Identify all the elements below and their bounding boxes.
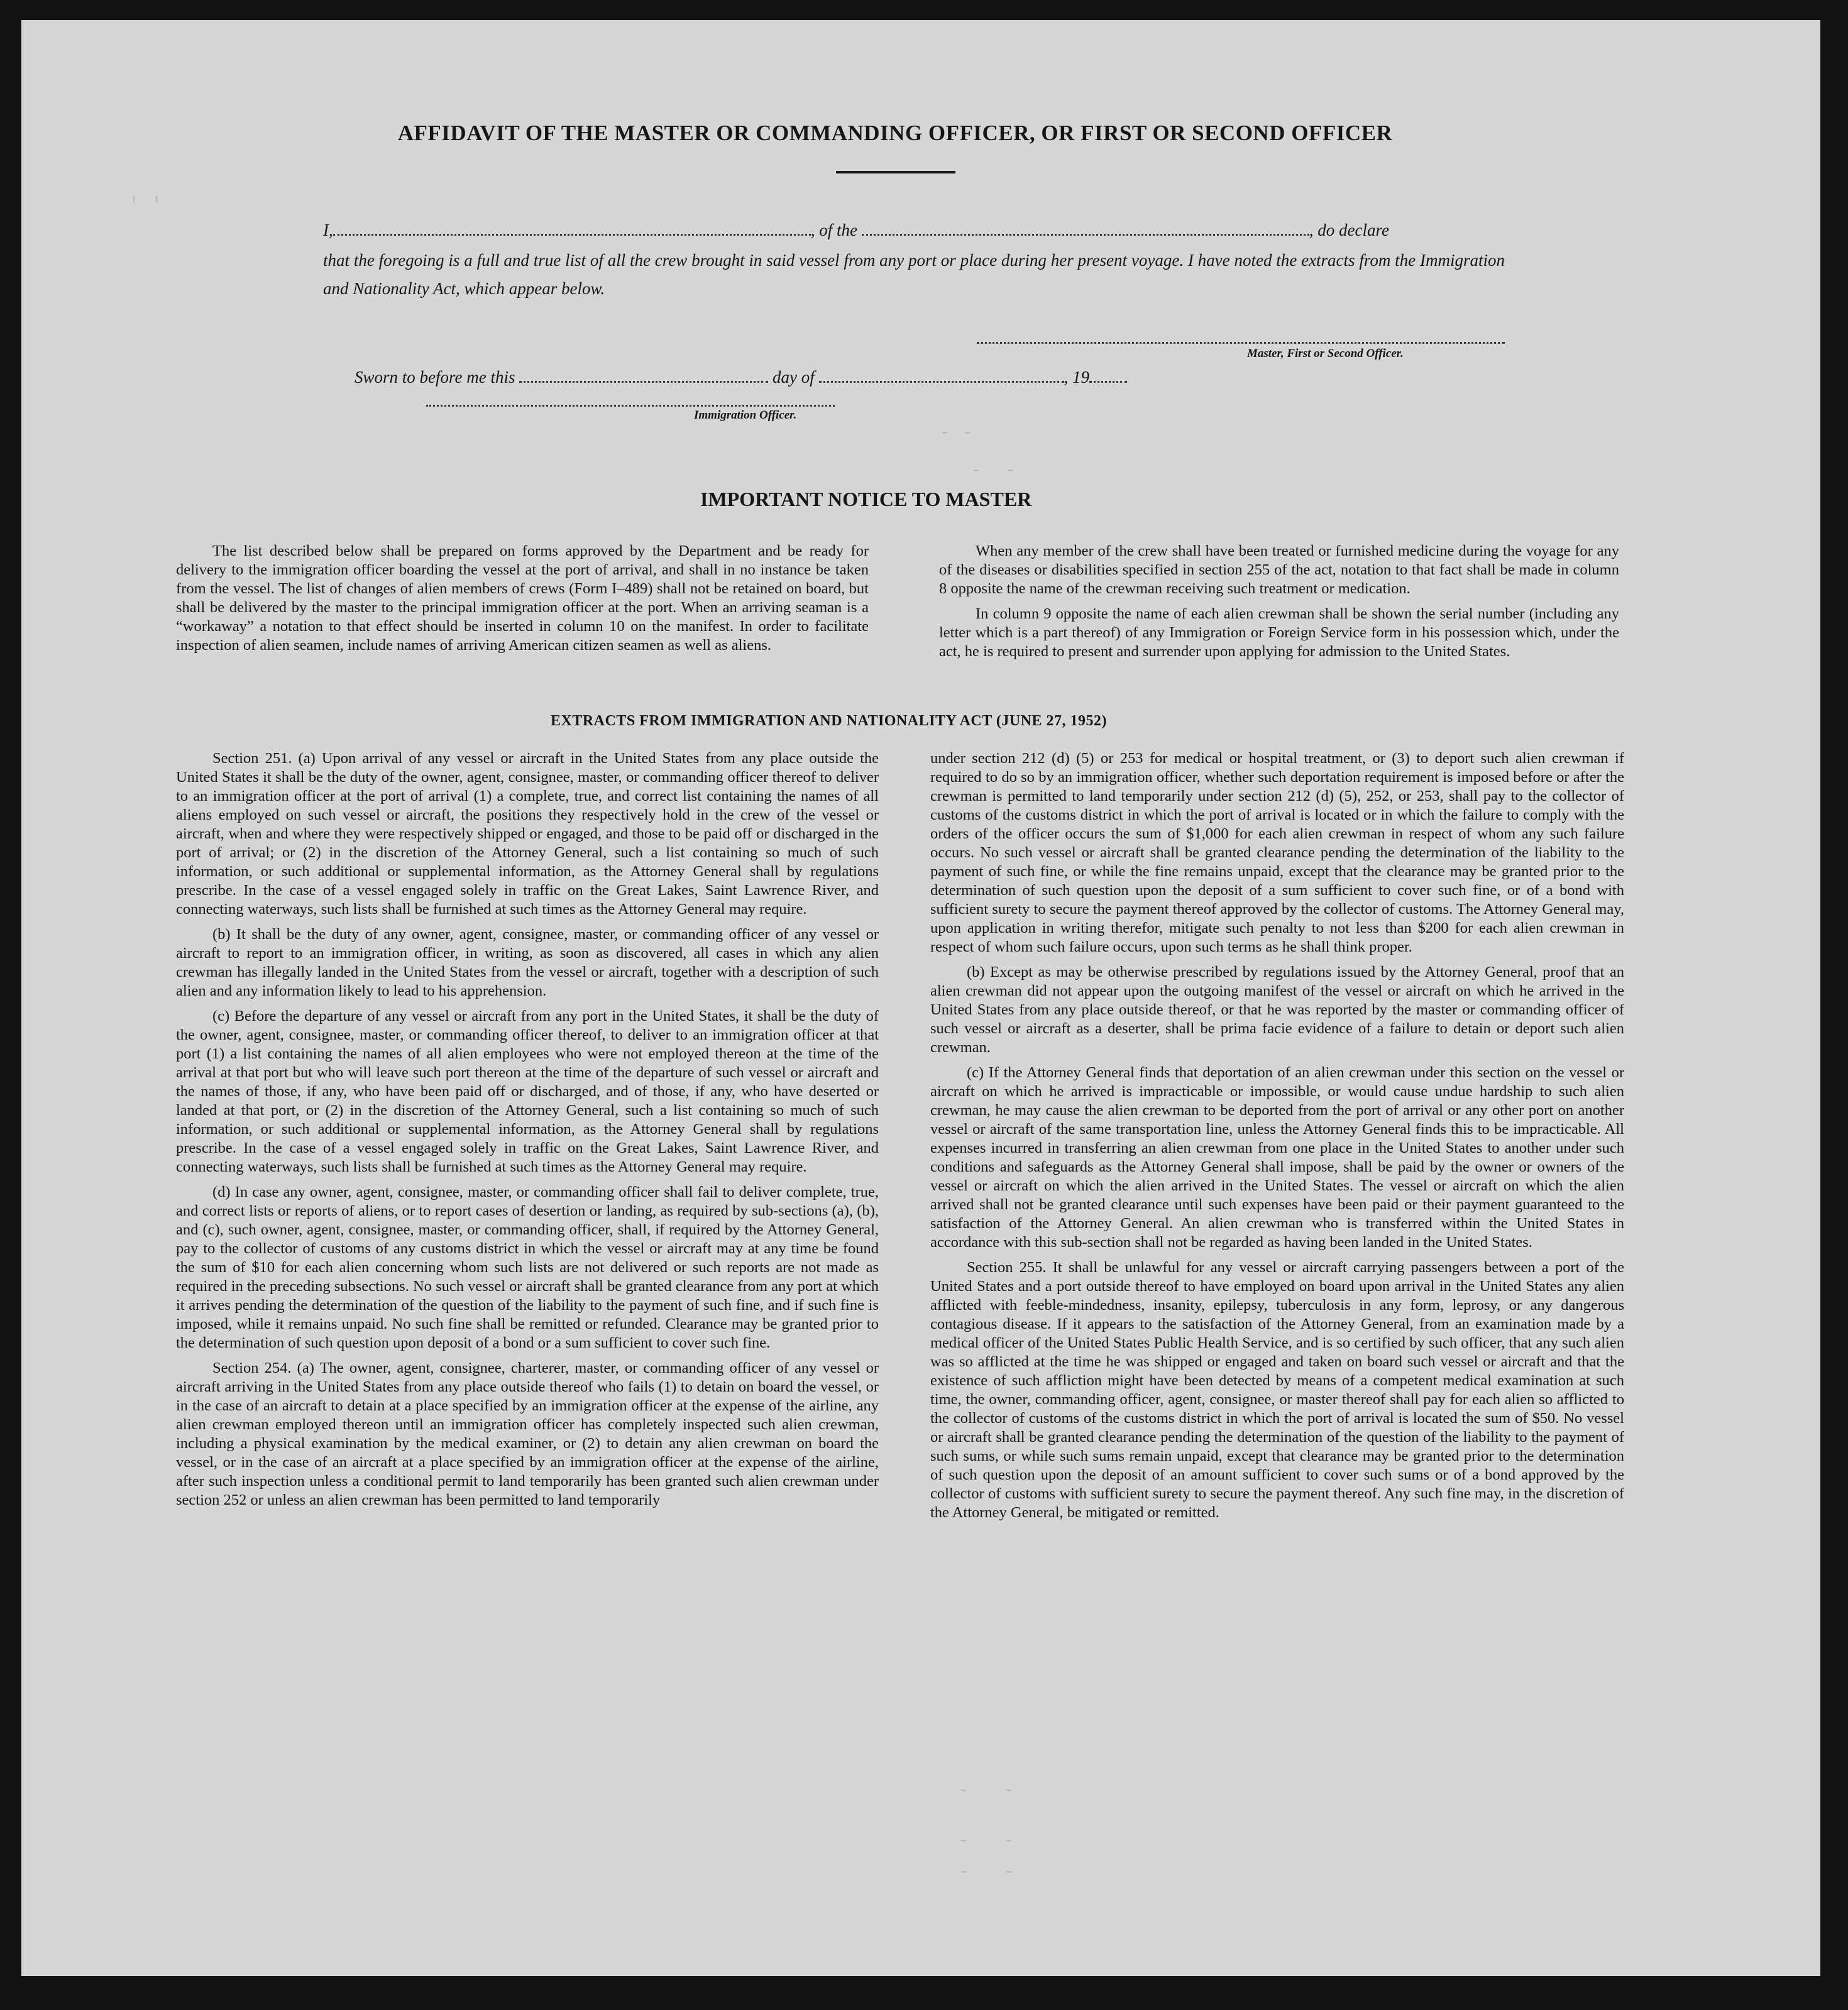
section-254-a: Section 254. (a) The owner, agent, consignee, charterer, master, or commanding officer of any vessel or aircraft arriving in the United States from any place outside thereof who fails (1) to detain on board the vessel, or in the case of an aircraft to detain at a place specified by an immigration officer at the expense of the airline, any alien crewman employed thereon until an immigration officer has completely inspected such alien crewman, including a physical examination by the medical examiner, or (2) to detain any alien crewman on board the vessel, or in the case of an aircraft at a place specified by an immigration officer at the expense of the airline, after such inspection unless a conditional permit to land temporarily has been granted such alien crewman under section 252 or unless an alien crewman has been permitted to land temporarily <box>176 1359 879 1508</box>
bleed-through-mark: - - <box>958 1780 1015 1801</box>
bleed-through-mark: - - <box>958 1862 1015 1883</box>
section-251-b: (b) It shall be the duty of any owner, agent, consignee, master, or commanding officer of any vessel or aircraft to report to an immigration officer, in writing, as soon as discovered, all cases in which any alien crewman has illegally landed in the United States from the vessel or aircraft, together with a description of such alien and any information likely to lead to his apprehension. <box>176 926 879 999</box>
declaration-text: that the foregoing is a full and true list of all the crew brought in said vessel from any port or place during her present voyage. I have noted the extracts from the Immigration and Nationality Act, which appear below. <box>323 251 1505 298</box>
bleed-through-mark <box>1719 422 1730 444</box>
master-signature-label: Master, First or Second Officer. <box>1247 347 1404 360</box>
of-the-label: , of the <box>810 221 857 239</box>
notice-left-paragraph: The list described below shall be prepared on forms approved by the Department and be ready for delivery to the immigration officer boarding the vessel at the port of arrival, and shall in no instance be taken from the vessel. The list of changes of alien members of crews (Form I–489) shall not be retained on board, but shall be delivered by the master to the principal immigration officer at the port. When an arriving seaman is a “workaway” a notation to that effect should be inserted in column 10 on the manifest. In order to facilitate inspection of alien seamen, include names of arriving American citizen seamen as well as aliens. <box>176 542 869 654</box>
year-label: , 19 <box>1064 368 1089 387</box>
notice-right-paragraph-1: When any member of the crew shall have been treated or furnished medicine during the voyage for any of the diseases or disabilities specified in section 255 of the act, notation to that fact shall be made in column 8 opposite the name of the crewman receiving such treatment or medication. <box>939 542 1619 597</box>
extracts-heading: EXTRACTS FROM IMMIGRATION AND NATIONALITY ACT (JUNE 27, 1952) <box>551 713 1107 729</box>
notice-right-paragraph-2: In column 9 opposite the name of each alien crewman shall be shown the serial number (including any letter which is a part thereof) of any Immigration or Foreign Service form in his possession which, under the act, he is required to present and surrender upon applying for admission to the United States. <box>939 605 1619 660</box>
section-254-a-continued: under section 212 (d) (5) or 253 for medical or hospital treatment, or (3) to deport such alien crewman if required to do so by an immigration officer, whether such deportation requirement is imposed before or after the crewman is permitted to land temporarily under section 212 (d) (5), 252, or 253, shall pay to the collector of customs of the customs district in which the port of arrival is located or in which the failure to comply with the orders of the officer occurs the sum of $1,000 for each alien crewman in respect of whom any such failure occurs. No such vessel or aircraft shall be granted clearance pending the determination of the liability to the payment of such fine, or while the fine remains unpaid, except that the clearance may be granted prior to the determination of such question upon the deposit of a sum sufficient to cover such fine, or of a bond with sufficient surety to secure the payment thereof approved by the collector of customs. The Attorney General may, upon application in writing therefor, mitigate such penalty to not less than $200 for each alien crewman in respect of whom such failure occurs, upon such terms as he shall think proper. <box>930 750 1624 955</box>
section-254-c: (c) If the Attorney General finds that deportation of an alien crewman under this section on the vessel or aircraft on which he arrived is impracticable or impossible, or would cause undue hardship to such alien crewman, he may cause the alien crewman to be deported from the port of arrival or any other port on another vessel or aircraft of the same transportation line, unless the Attorney General finds this to be impracticable. All expenses incurred in transferring an alien crewman from one place in the United States to another under such conditions and safeguards as the Attorney General shall impose, shall be paid by the owner or owners of the vessel or aircraft on which the alien arrived in the United States. The vessel or aircraft on which the alien arrived shall not be granted clearance until such expenses have been paid or their payment guaranteed to the satisfaction of the Attorney General. An alien crewman who is transferred within the United States in accordance with this sub-section shall not be regarded as having been landed in the United States. <box>930 1064 1624 1251</box>
notice-right-column <box>939 542 1619 667</box>
sworn-label: Sworn to before me this <box>355 368 515 387</box>
i-label: I, <box>323 221 333 239</box>
title-underline <box>836 171 955 173</box>
document-page <box>21 20 1820 1976</box>
notice-left-column <box>176 542 869 661</box>
extracts-right-column <box>930 749 1624 1529</box>
affidavit-title: AFFIDAVIT OF THE MASTER OR COMMANDING OFFICER, OR FIRST OR SECOND OFFICER <box>397 121 1393 145</box>
section-254-b: (b) Except as may be otherwise prescribed by regulations issued by the Attorney General, proof that an alien crewman did not appear upon the outgoing manifest of the vessel or aircraft on which he arrived in the United States from any place outside thereof, or that he was reported by the master or commanding officer of such vessel or aircraft as a deserter, shall be prima facie evidence of a failure to detain or deport such alien crewman. <box>930 964 1624 1056</box>
section-255: Section 255. It shall be unlawful for any vessel or aircraft carrying passengers between a port of the United States and a port outside thereof to have employed on board upon arrival in the United States any alien afflicted with feeble-mindedness, insanity, epilepsy, tuberculosis in any form, leprosy, or any dangerous contagious disease. If it appears to the satisfaction of the Attorney General, from an examination made by a medical officer of the United States Public Health Service, and is so certified by such officer, that any such alien was so afflicted at the time he was shipped or engaged and taken on board such vessel or aircraft and that the existence of such affliction might have been detected by means of a competent medical examination at such time, the owner, commanding officer, agent, consignee, or master thereof shall pay for each alien so afflicted to the collector of customs of the customs district in which the port of arrival is located the sum of $50. No vessel or aircraft shall be granted clearance pending the determination of the question of the liability to the payment of such sums, or while such sums remain unpaid, except that clearance may be granted prior to the determination of such question upon the deposit of an amount sufficient to cover such sums or of a bond approved by the collector of customs with sufficient surety to secure the payment thereof. Any such fine may, in the discretion of the Attorney General, be mitigated or remitted. <box>930 1259 1624 1521</box>
sworn-month-field[interactable] <box>819 368 1064 383</box>
officer-signature-label: Immigration Officer. <box>694 409 797 422</box>
section-251-c: (c) Before the departure of any vessel or aircraft from any port in the United States, it shall be the duty of the owner, agent, consignee, master, or commanding officer thereof, to deliver to an immigration officer at that port (1) a list containing the names of all alien employees who were not employed thereon at the time of the arrival at that port but who will leave such port thereon at the time of the departure of such vessel or aircraft and the names of those, if any, who have been paid off or discharged, and of those, if any, who have deserted or landed at that port, or (2) in the discretion of the Attorney General, such a list containing so much of such information, or such additional or supplemental information, as the Attorney General shall by regulations prescribe. In the case of a vessel engaged solely in traffic on the Great Lakes, Saint Lawrence River, and connecting waterways, such lists shall be furnished at such times as the Attorney General may require. <box>176 1008 879 1175</box>
bleed-through-mark: - - <box>958 1830 1015 1852</box>
section-251-a: Section 251. (a) Upon arrival of any vessel or aircraft in the United States from any place outside the United States it shall be the duty of the owner, agent, consignee, master, or commanding officer thereof to deliver to an immigration officer at the port of arrival (1) a complete, true, and correct list containing the names of all aliens employed on such vessel or aircraft, the positions they respectively hold in the crew of the vessel or aircraft, when and where they were respectively shipped or engaged, and those to be paid off or discharged in the port of arrival; or (2) in the discretion of the Attorney General, such a list containing so much of such information, or such additional or supplemental information, as the Attorney General shall by regulations prescribe. In the case of a vessel engaged solely in traffic on the Great Lakes, Saint Lawrence River, and connecting waterways, such lists shall be furnished at such times as the Attorney General may require. <box>176 750 879 918</box>
section-251-d: (d) In case any owner, agent, consignee, master, or commanding officer shall fail to deliver complete, true, and correct lists or reports of aliens, or to report cases of desertion or landing, as required by sub-sections (a), (b), and (c), such owner, agent, consignee, master, or commanding officer, shall, if required by the Attorney General, pay to the collector of customs of any customs district in which the vessel or aircraft may at any time be found the sum of $10 for each alien concerning whom such lists are not delivered or such reports are not made as required in the preceding subsections. No such vessel or aircraft shall be granted clearance from any port at which it arrives pending the determination of the question of the liability to the payment of such fine, and if such fine is imposed, while it remains unpaid. No such fine shall be remitted or refunded. Clearance may be granted prior to the determination of such question upon deposit of a bond or a sum sufficient to cover such fine. <box>176 1183 879 1351</box>
sworn-year-field[interactable] <box>1089 368 1127 383</box>
sworn-line <box>355 363 1235 392</box>
day-of-label: day of <box>773 368 815 387</box>
notice-heading: IMPORTANT NOTICE TO MASTER <box>700 488 1032 510</box>
bleed-through-mark: ' ' <box>128 195 163 216</box>
master-signature-line[interactable] <box>977 341 1505 344</box>
bleed-through-mark: - - <box>939 422 974 444</box>
declaration-line <box>323 216 1505 244</box>
vessel-field[interactable] <box>862 221 1309 236</box>
name-field[interactable] <box>333 221 811 236</box>
officer-signature-line[interactable] <box>426 404 835 407</box>
do-declare-label: , do declare <box>1309 221 1389 239</box>
extracts-left-column <box>176 749 879 1516</box>
sworn-day-field[interactable] <box>519 368 768 383</box>
bleed-through-mark: - - <box>971 460 1016 481</box>
